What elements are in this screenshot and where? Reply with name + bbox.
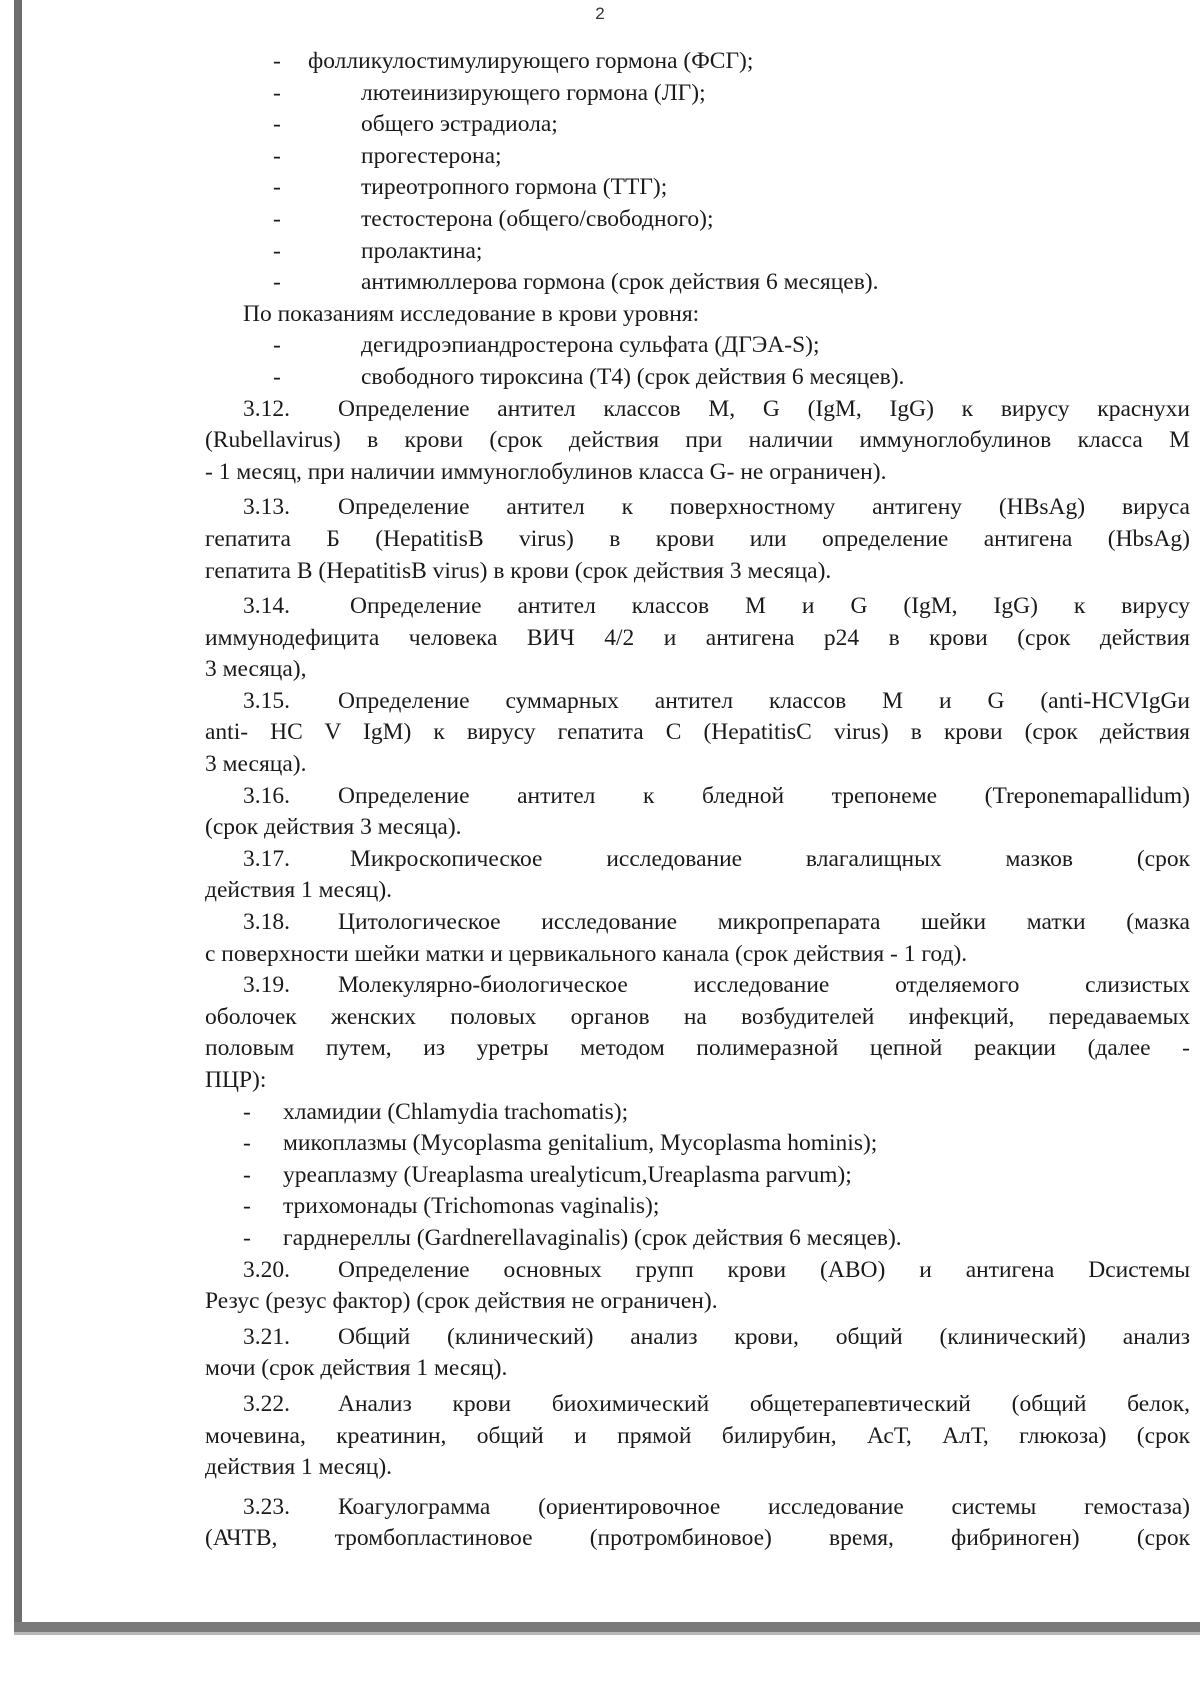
list-dash: - bbox=[273, 48, 281, 74]
item-3-19-line: половым путем, из уретры методом полимеразной цепной реакции (далее - bbox=[205, 1035, 1190, 1062]
list-item-text: тиреотропного гормона (ТТГ); bbox=[361, 174, 668, 201]
list-dash: - bbox=[273, 363, 281, 390]
item-3-12-line: - 1 месяц, при наличии иммуноглобулинов класса G- не ограничен). bbox=[205, 458, 887, 485]
list-item bbox=[205, 1223, 1190, 1255]
list-item-text: пролактина; bbox=[361, 237, 483, 264]
item-number: 3.18. bbox=[243, 909, 290, 936]
item-3-22-line: мочевина, креатинин, общий и прямой билирубин, АсТ, АлТ, глюкоза) (срок bbox=[205, 1422, 1190, 1449]
list-item bbox=[205, 141, 1190, 173]
list-dash: - bbox=[243, 1161, 251, 1188]
indications-intro bbox=[205, 299, 1190, 331]
item-3-14-line: 3 месяца), bbox=[205, 656, 307, 683]
list-item bbox=[205, 236, 1190, 268]
list-item bbox=[205, 330, 1190, 362]
item-text: Определение основных групп крови (АВО) и антигена Dсистемы bbox=[338, 1256, 1190, 1283]
item-text: Коагулограмма (ориентировочное исследование системы гемостаза) bbox=[338, 1493, 1190, 1520]
item-text: Микроскопическое исследование влагалищных мазков (срок bbox=[350, 845, 1190, 872]
list-item-text: лютеинизирующего гормона (ЛГ); bbox=[361, 79, 706, 106]
item-3-18-line bbox=[205, 907, 1190, 939]
list-item bbox=[205, 1160, 1190, 1192]
list-item bbox=[205, 1097, 1190, 1129]
list-dash: - bbox=[273, 142, 281, 169]
list-item bbox=[205, 1191, 1190, 1223]
item-text: Анализ крови биохимический общетерапевтический (общий белок, bbox=[338, 1390, 1190, 1417]
list-dash: - bbox=[243, 1224, 251, 1251]
item-3-12-line bbox=[205, 394, 1190, 426]
list-item bbox=[205, 204, 1190, 236]
item-3-21-line: мочи (срок действия 1 месяц). bbox=[205, 1355, 508, 1382]
list-dash: - bbox=[273, 205, 281, 232]
list-dash: - bbox=[273, 174, 281, 201]
item-text: Общий (клинический) анализ крови, общий (клинический) анализ bbox=[338, 1323, 1190, 1350]
item-3-20-line bbox=[205, 1255, 1190, 1287]
item-3-13-line: гепатита Б (HepatitisB virus) в крови или определение антигена (HbsAg) bbox=[205, 525, 1190, 552]
item-3-19-line: ПЦР): bbox=[205, 1067, 267, 1093]
list-dash: - bbox=[273, 237, 281, 264]
item-3-23-line bbox=[205, 1492, 1190, 1524]
item-3-17-line: действия 1 месяц). bbox=[205, 877, 393, 904]
item-text: Определение антител классов M, G (IgM, IgG) к вирусу краснухи bbox=[338, 395, 1190, 422]
scan-border-left bbox=[14, 0, 22, 1630]
item-text: Молекулярно-биологическое исследование отделяемого слизистых bbox=[338, 972, 1190, 999]
item-3-15-line: anti- HC V IgM) к вирусу гепатита С (HepatitisC virus) в крови (срок действия bbox=[205, 719, 1190, 746]
list-dash: - bbox=[273, 111, 281, 138]
item-3-14-line bbox=[205, 591, 1190, 623]
item-3-19-line bbox=[205, 970, 1190, 1002]
item-number: 3.19. bbox=[243, 972, 290, 999]
list-item-text: хламидии (Chlamydia trachomatis); bbox=[283, 1098, 629, 1125]
list-item-text: прогестерона; bbox=[361, 142, 502, 169]
item-number: 3.14. bbox=[243, 593, 290, 620]
list-item-text: общего эстрадиола; bbox=[361, 111, 558, 138]
item-3-16-line bbox=[205, 781, 1190, 813]
list-item bbox=[205, 267, 1190, 299]
item-number: 3.22. bbox=[243, 1390, 290, 1417]
item-number: 3.12. bbox=[243, 395, 290, 422]
item-3-21-line bbox=[205, 1322, 1190, 1354]
item-text: Цитологическое исследование микропрепарата шейки матки (мазка bbox=[338, 909, 1190, 936]
list-dash: - bbox=[243, 1193, 251, 1220]
list-item bbox=[205, 78, 1190, 110]
list-item-text: фолликулостимулирующего гормона (ФСГ); bbox=[308, 48, 754, 74]
list-item-text: свободного тироксина (Т4) (срок действия 6 месяцев). bbox=[361, 363, 905, 390]
list-item-text: тестостерона (общего/свободного); bbox=[361, 205, 714, 232]
list-item-text: уреаплазму (Ureaplasma urealyticum,Ureaplasma parvum); bbox=[283, 1161, 852, 1188]
item-3-19-line: оболочек женских половых органов на возбудителей инфекций, передаваемых bbox=[205, 1003, 1190, 1030]
list-item bbox=[205, 1128, 1190, 1160]
list-dash: - bbox=[273, 79, 281, 106]
item-3-23-line: (АЧТВ, тромбопластиновое (протромбиновое) время, фибриноген) (срок bbox=[205, 1525, 1190, 1552]
list-item bbox=[205, 109, 1190, 141]
item-text: Определение антител к поверхностному антигену (HBsAg) вируса bbox=[338, 494, 1190, 521]
list-dash: - bbox=[243, 1098, 251, 1125]
list-item-text: трихомонады (Trichomonas vaginalis); bbox=[283, 1193, 660, 1220]
item-3-22-line: действия 1 месяц). bbox=[205, 1454, 393, 1481]
list-item-text: антимюллерова гормона (срок действия 6 месяцев). bbox=[361, 269, 879, 296]
item-number: 3.15. bbox=[243, 687, 290, 714]
item-number: 3.17. bbox=[243, 845, 290, 872]
item-3-16-line: (срок действия 3 месяца). bbox=[205, 814, 462, 841]
indications-intro-text: По показаниям исследование в крови уровня: bbox=[243, 300, 700, 327]
page-number: 2 bbox=[595, 4, 605, 23]
item-3-22-line bbox=[205, 1389, 1190, 1421]
item-number: 3.13. bbox=[243, 494, 290, 521]
item-3-15-line: 3 месяца). bbox=[205, 751, 307, 778]
item-3-14-line: иммунодефицита человека ВИЧ 4/2 и антигена р24 в крови (срок действия bbox=[205, 624, 1190, 651]
list-dash: - bbox=[273, 269, 281, 296]
item-number: 3.20. bbox=[243, 1256, 290, 1283]
scan-border-bottom bbox=[14, 1622, 1200, 1632]
item-number: 3.16. bbox=[243, 782, 290, 809]
item-3-20-line: Резус (резус фактор) (срок действия не ограничен). bbox=[205, 1288, 718, 1315]
list-item-text: дегидроэпиандростерона сульфата (ДГЭА-S); bbox=[361, 332, 820, 359]
item-number: 3.23. bbox=[243, 1493, 290, 1520]
item-3-18-line: с поверхности шейки матки и цервикального канала (срок действия - 1 год). bbox=[205, 940, 968, 967]
list-item bbox=[205, 362, 1190, 394]
document-body bbox=[205, 46, 1190, 1555]
item-3-13-line: гепатита В (HepatitisB virus) в крови (срок действия 3 месяца). bbox=[205, 557, 832, 584]
list-item bbox=[205, 172, 1190, 204]
list-item bbox=[205, 46, 1190, 78]
list-dash: - bbox=[273, 332, 281, 359]
item-text: Определение антител классов М и G (IgM, IgG) к вирусу bbox=[350, 593, 1190, 620]
item-3-17-line bbox=[205, 844, 1190, 876]
item-number: 3.21. bbox=[243, 1323, 290, 1350]
item-text: Определение антител к бледной трепонеме (Treponemapallidum) bbox=[338, 782, 1190, 809]
item-3-15-line bbox=[205, 686, 1190, 718]
item-3-12-line: (Rubellavirus) в крови (срок действия при наличии иммуноглобулинов класса М bbox=[205, 427, 1190, 454]
list-item-text: гарднереллы (Gardnerellavaginalis) (срок действия 6 месяцев). bbox=[283, 1224, 902, 1251]
scan-border-bottom-shadow bbox=[14, 1632, 1200, 1635]
list-dash: - bbox=[243, 1130, 251, 1157]
item-text: Определение суммарных антител классов М и G (anti-HCVIgGи bbox=[338, 687, 1190, 714]
item-3-13-line bbox=[205, 492, 1190, 524]
list-item-text: микоплазмы (Mycoplasma genitalium, Mycoplasma hominis); bbox=[283, 1130, 878, 1157]
